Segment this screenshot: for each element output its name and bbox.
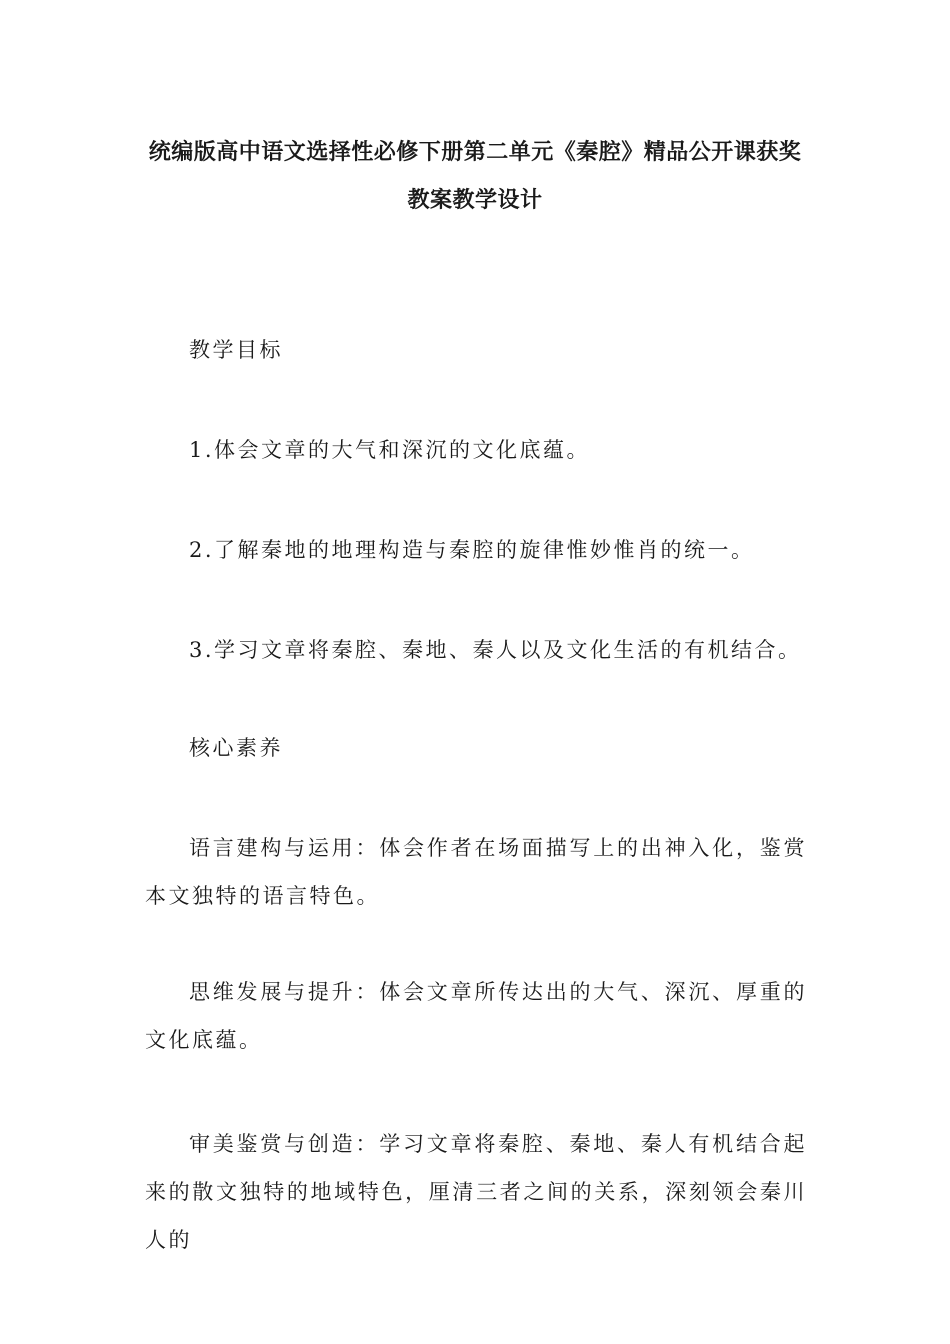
- competency-paragraph-thinking: 思维发展与提升：体会文章所传达出的大气、深沉、厚重的文化底蕴。: [145, 980, 807, 1052]
- document-title-line2: 教案教学设计: [407, 188, 543, 213]
- goal-item-2: 2.了解秦地的地理构造与秦腔的旋律惟妙惟肖的统一。: [189, 538, 755, 562]
- section-heading-teaching-goals: 教学目标: [189, 338, 283, 362]
- document-title-line1: 统编版高中语文选择性必修下册第二单元《秦腔》精品公开课获奖: [148, 140, 802, 165]
- competency-paragraph-aesthetics: 审美鉴赏与创造：学习文章将秦腔、秦地、秦人有机结合起来的散文独特的地域特色，厘清三者之间的关系，深刻领会秦川人的: [145, 1132, 807, 1252]
- goal-item-3: 3.学习文章将秦腔、秦地、秦人以及文化生活的有机结合。: [189, 638, 802, 662]
- goal-item-1: 1.体会文章的大气和深沉的文化底蕴。: [189, 438, 591, 462]
- competency-paragraph-language: 语言建构与运用：体会作者在场面描写上的出神入化，鉴赏本文独特的语言特色。: [145, 836, 807, 908]
- section-heading-core-competencies: 核心素养: [189, 736, 283, 760]
